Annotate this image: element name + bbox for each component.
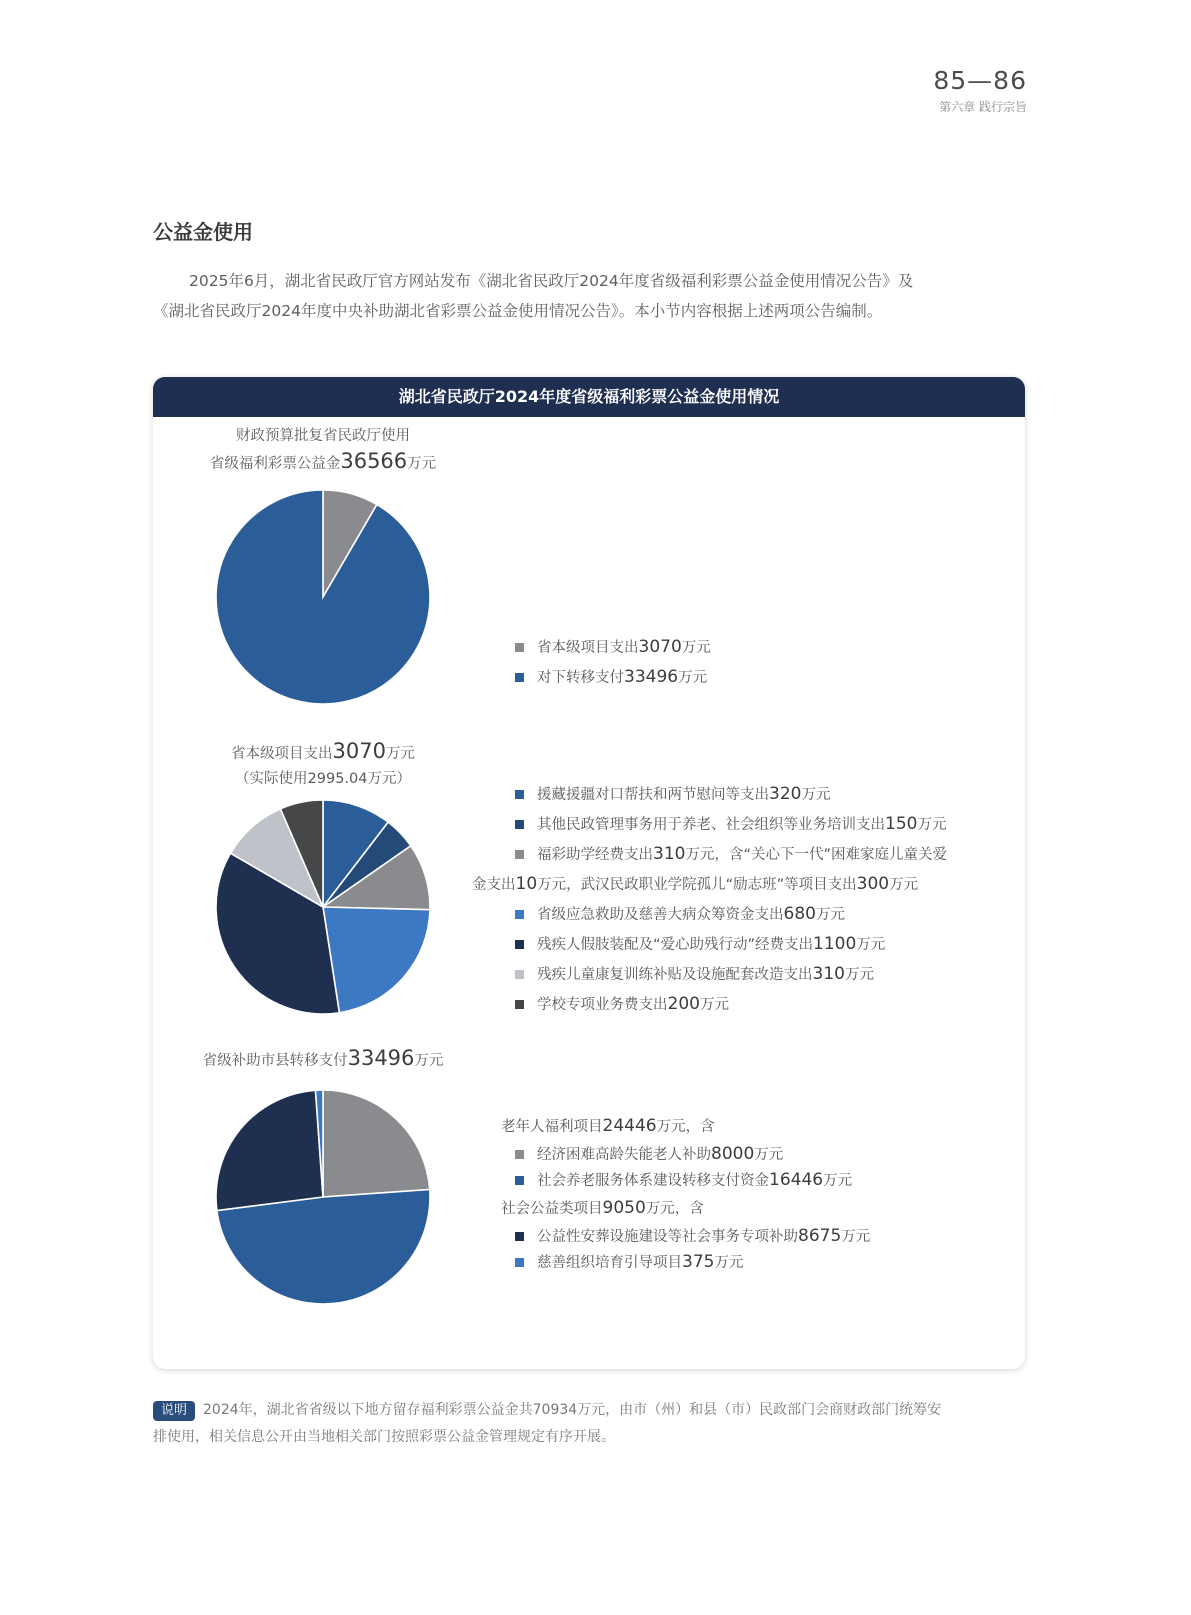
legend-unit: 万元	[844, 967, 874, 983]
legend-label	[537, 959, 874, 990]
legend-group-prefix: 老年人福利项目	[501, 1119, 603, 1135]
pie-slice	[323, 907, 430, 1013]
legend-unit: 万元	[856, 937, 886, 953]
pie-2-title	[193, 739, 453, 792]
legend-label	[537, 662, 707, 693]
pie-slice	[323, 1090, 430, 1197]
legend-value: 16446	[769, 1170, 824, 1190]
footnote-line-2: 排使用，相关信息公开由当地相关部门按照彩票公益金管理规定有序开展。	[153, 1429, 615, 1445]
legend-label-prefix: 慈善组织培育引导项目	[537, 1255, 682, 1271]
legend-label-prefix: 经济困难高龄失能老人补助	[537, 1147, 711, 1163]
legend-continuation-part: 万元，武汉民政职业学院孤儿“励志班”等项目支出	[537, 877, 857, 893]
legend-swatch	[515, 820, 524, 829]
legend-group-label	[501, 1193, 704, 1224]
legend-label-prefix: 对下转移支付	[537, 670, 624, 686]
legend-value: 8000	[711, 1144, 755, 1164]
legend-continuation-part: 万元	[889, 877, 919, 893]
page-numbers: 85—86	[933, 66, 1027, 95]
legend-value: 320	[769, 784, 802, 804]
legend-continuation-part: 金支出	[472, 877, 516, 893]
card-title: 湖北省民政厅2024年度省级福利彩票公益金使用情况	[153, 377, 1025, 417]
legend-swatch	[515, 1258, 524, 1267]
legend-label-prefix: 公益性安葬设施建设等社会事务专项补助	[537, 1229, 798, 1245]
legend-label	[537, 929, 885, 960]
legend-label	[537, 779, 830, 810]
legend-unit: 万元	[678, 670, 708, 686]
legend-unit: 万元，含“关心下一代”困难家庭儿童关爱	[685, 847, 947, 863]
pie-2-title-line-2: （实际使用2995.04万元）	[235, 771, 411, 787]
legend-label-prefix: 其他民政管理事务用于养老、社会组织等业务培训支出	[537, 817, 885, 833]
legend-unit: 万元	[754, 1147, 784, 1163]
legend-group-prefix: 社会公益类项目	[501, 1201, 603, 1217]
legend-label-prefix: 残疾儿童康复训练补贴及设施配套改造支出	[537, 967, 813, 983]
legend-label	[537, 1223, 870, 1250]
pie-slice	[216, 490, 430, 704]
legend-label	[537, 809, 946, 840]
legend-swatch	[515, 910, 524, 919]
legend-group-label	[501, 1111, 715, 1142]
footnote-line-1: 说明 2024年，湖北省省级以下地方留存福利彩票公益金共70934万元，由市（州）和县（市）民政部门会商财政部门统筹安	[153, 1397, 1033, 1424]
legend-unit: 万元	[815, 907, 845, 923]
legend-label-prefix: 省级应急救助及慈善大病众筹资金支出	[537, 907, 784, 923]
legend-unit: 万元	[699, 997, 729, 1013]
legend-continuation-value: 10	[515, 874, 538, 894]
legend-swatch	[515, 643, 524, 652]
legend-value: 310	[653, 844, 686, 864]
legend-value: 375	[682, 1252, 715, 1272]
legend-unit: 万元	[917, 817, 947, 833]
legend-group-unit: 万元，含	[645, 1201, 704, 1217]
legend-swatch	[515, 1150, 524, 1159]
legend-swatch	[515, 1232, 524, 1241]
pie-1-title	[193, 424, 453, 477]
footnote	[153, 1397, 1033, 1451]
legend-group-value: 24446	[602, 1116, 657, 1136]
legend-group-value: 9050	[602, 1198, 646, 1218]
legend-value: 200	[667, 994, 700, 1014]
pie-2-title-line-1: 省本级项目支出3070万元	[231, 739, 415, 763]
legend-unit: 万元	[841, 1229, 871, 1245]
legend-label	[537, 1167, 852, 1194]
pie-1-title-line-2: 省级福利彩票公益金36566万元	[209, 449, 437, 473]
legend-label	[537, 839, 947, 870]
chart-card	[153, 377, 1025, 1369]
legend-label	[537, 989, 729, 1020]
legend-unit: 万元	[681, 640, 711, 656]
legend-value: 1100	[813, 934, 857, 954]
legend-label	[537, 632, 711, 663]
legend-label-prefix: 福彩助学经费支出	[537, 847, 653, 863]
pie-chart-2	[213, 797, 433, 1017]
legend-value: 150	[885, 814, 918, 834]
legend-label-prefix: 省本级项目支出	[537, 640, 639, 656]
legend-unit: 万元	[801, 787, 831, 803]
legend-label	[537, 899, 845, 930]
intro-line-2: 《湖北省民政厅2024年度中央补助湖北省彩票公益金使用情况公告》。本小节内容根据上述两项公告编制。	[153, 302, 883, 320]
legend-swatch	[515, 850, 524, 859]
legend-continuation-value: 300	[856, 874, 890, 894]
legend-continuation-text	[472, 869, 918, 900]
legend-label	[537, 1141, 783, 1168]
legend-swatch	[515, 940, 524, 949]
pie-chart-1	[213, 487, 433, 707]
pie-slice	[216, 1090, 323, 1210]
pie-1-title-line-1: 财政预算批复省民政厅使用	[236, 428, 410, 444]
legend-value: 3070	[638, 637, 682, 657]
legend-swatch	[515, 1176, 524, 1185]
legend-value: 310	[812, 964, 845, 984]
legend-label	[537, 1249, 743, 1276]
legend-swatch	[515, 790, 524, 799]
section-title: 公益金使用	[153, 220, 253, 244]
note-tag: 说明	[153, 1401, 195, 1421]
pie-3-title-line-1: 省级补助市县转移支付33496万元	[202, 1046, 444, 1070]
chapter-label: 第六章 践行宗旨	[939, 100, 1027, 114]
legend-swatch	[515, 1000, 524, 1009]
intro-line-1: 2025年6月，湖北省民政厅官方网站发布《湖北省民政厅2024年度省级福利彩票公益金使用情况公告》及	[189, 272, 914, 290]
intro-paragraph	[153, 266, 1033, 326]
legend-label-prefix: 残疾人假肢装配及“爱心助残行动”经费支出	[537, 937, 814, 953]
pie-3-title	[183, 1046, 463, 1074]
legend-swatch	[515, 673, 524, 682]
legend-swatch	[515, 970, 524, 979]
legend-value: 33496	[624, 667, 679, 687]
legend-value: 8675	[798, 1226, 842, 1246]
legend-label-prefix: 社会养老服务体系建设转移支付资金	[537, 1173, 769, 1189]
legend-unit: 万元	[714, 1255, 744, 1271]
legend-label-prefix: 学校专项业务费支出	[537, 997, 668, 1013]
legend-group-unit: 万元，含	[656, 1119, 715, 1135]
legend-label-prefix: 援藏援疆对口帮扶和两节慰问等支出	[537, 787, 769, 803]
pie-chart-3	[213, 1087, 433, 1307]
legend-value: 680	[783, 904, 816, 924]
legend-unit: 万元	[823, 1173, 853, 1189]
